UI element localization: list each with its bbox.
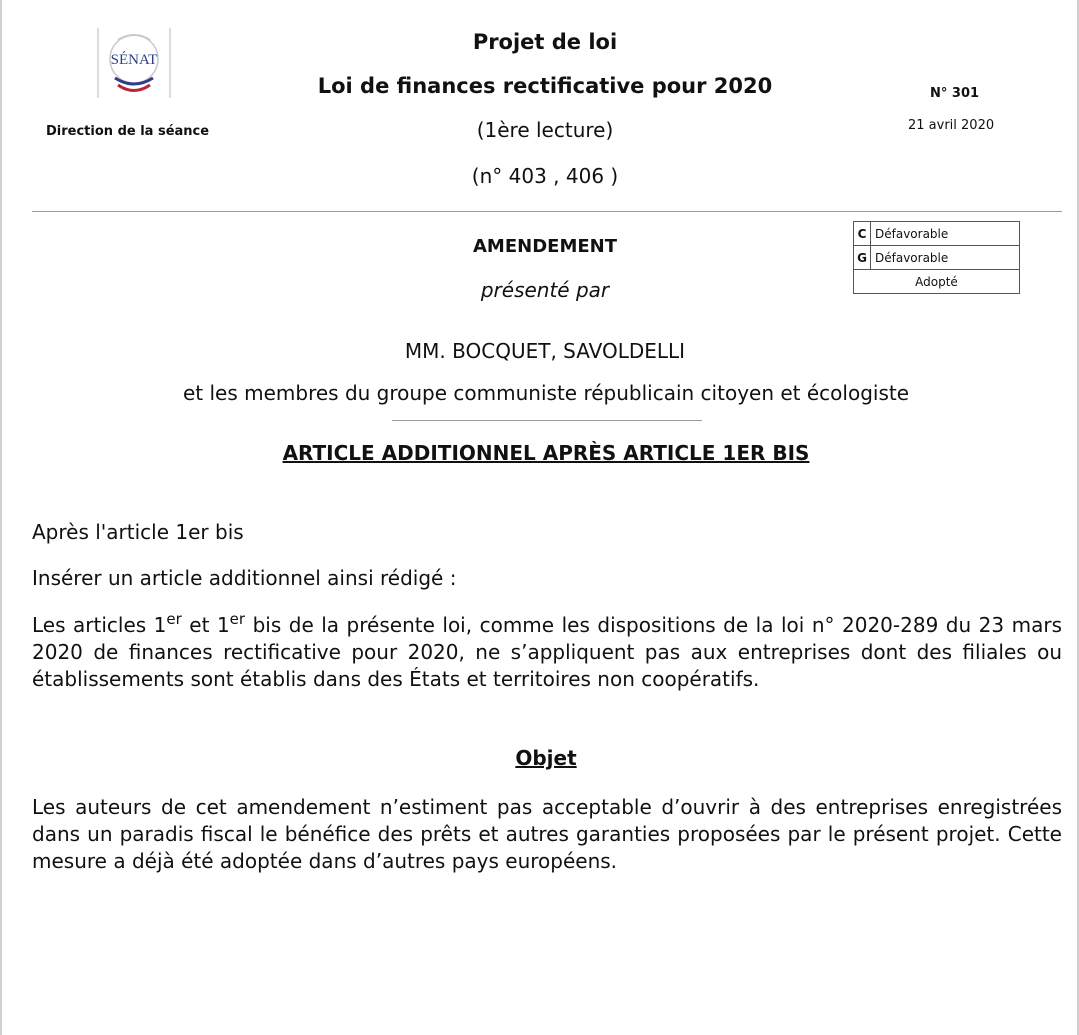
status-letter: C <box>854 222 871 245</box>
status-row-gouvernement <box>854 246 1019 270</box>
texte-numeros: (n° 403 , 406 ) <box>471 164 619 188</box>
status-box <box>853 221 1020 294</box>
objet-paragraph: Les auteurs de cet amendement n’estiment pas acceptable d’ouvrir à des entreprises enregistrées dans un paradis fiscal le bénéfice des prêts et autres garanties proposées par le présent projet. Cette mesure a déjà été adoptée dans d’autres pays européens. <box>32 795 1062 873</box>
dispositif-text-a: Les articles 1 <box>32 613 167 637</box>
superscript-er: er <box>229 610 246 628</box>
logo-text: SÉNAT <box>110 52 158 68</box>
senat-logo <box>92 26 176 106</box>
amendment-date: 21 avril 2020 <box>908 118 995 133</box>
auteurs: MM. BOCQUET, SAVOLDELLI <box>404 339 686 363</box>
authors-divider <box>392 420 702 421</box>
status-value: Défavorable <box>875 226 949 241</box>
header-divider <box>32 211 1062 212</box>
amendement-heading: AMENDEMENT <box>473 236 617 257</box>
page-edge-left <box>0 0 2 1035</box>
status-row-commission <box>854 222 1019 246</box>
status-value: Défavorable <box>875 250 949 265</box>
superscript-er: er <box>166 610 182 628</box>
dispositif-line-1: Après l'article 1er bis <box>32 520 244 544</box>
status-row-result <box>854 270 1019 293</box>
dispositif-text-c: bis de la présente loi, comme les dispositions de la loi n° 2020-289 du 23 mars 2020 de finances rectificative pour 2020, ne s’appliquent pas aux entreprises dont des filiales ou établissements sont établis dans des États et territoires non coopératifs. <box>32 613 1062 691</box>
status-result: Adopté <box>915 274 958 289</box>
direction-label: Direction de la séance <box>46 124 210 139</box>
dispositif-text-b: et 1 <box>181 613 230 637</box>
groupe: et les membres du groupe communiste républicain citoyen et écologiste <box>182 381 910 405</box>
dispositif-paragraph <box>32 612 1062 693</box>
lecture-label: (1ère lecture) <box>476 118 614 142</box>
presente-par: présenté par <box>480 278 610 302</box>
article-title: ARTICLE ADDITIONNEL APRÈS ARTICLE 1ER BIS <box>282 441 810 465</box>
amendment-number: N° 301 <box>930 86 980 101</box>
projet-title: Projet de loi <box>472 30 618 54</box>
status-letter: G <box>854 246 871 269</box>
objet-heading: Objet <box>515 746 577 770</box>
dispositif-line-2: Insérer un article additionnel ainsi rédigé : <box>32 566 457 590</box>
loi-title: Loi de finances rectificative pour 2020 <box>317 74 773 98</box>
